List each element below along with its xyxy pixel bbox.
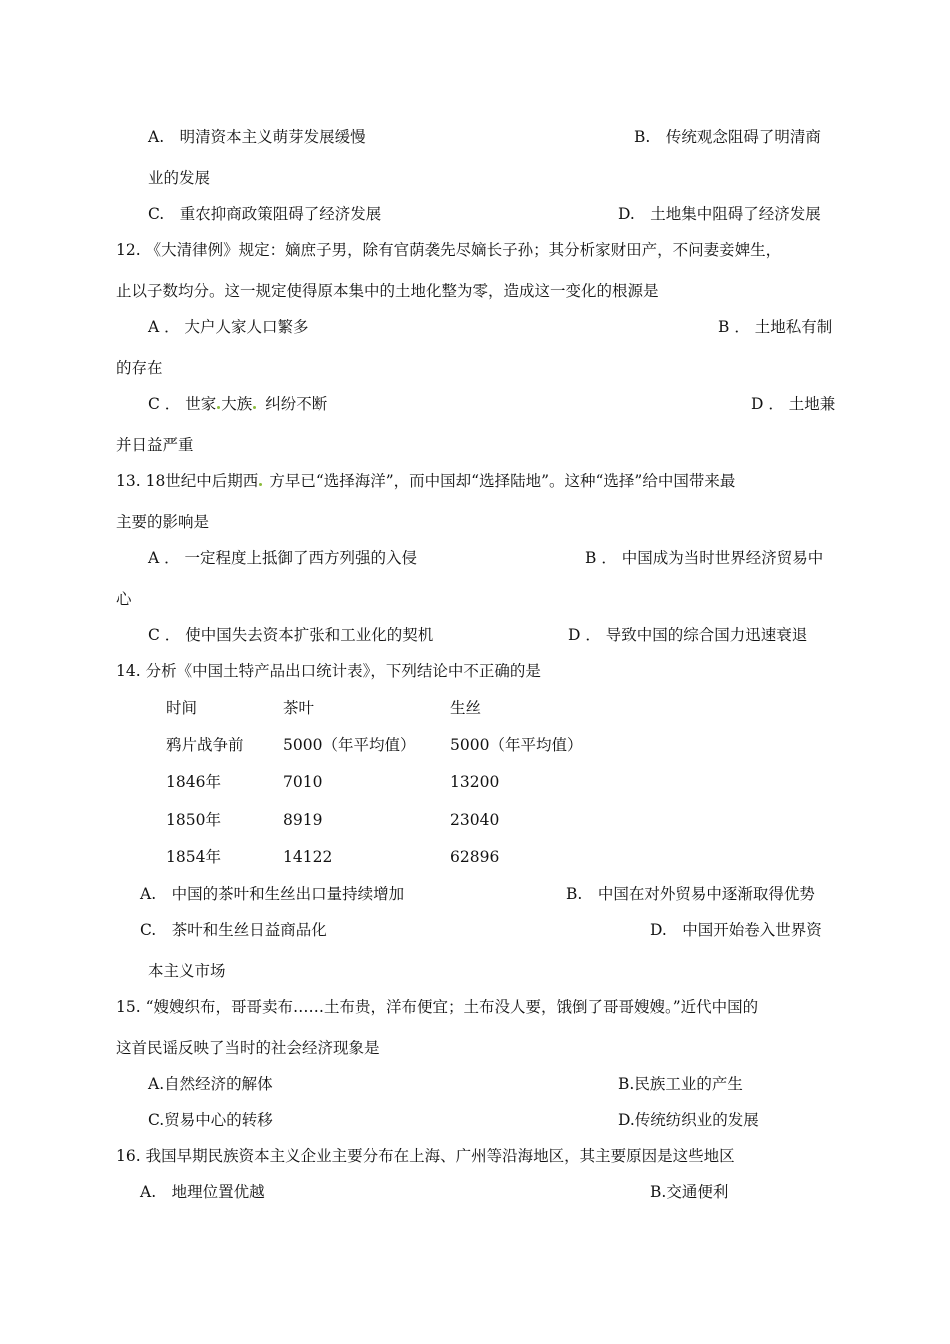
q12-option-a: A ． 大户人家人口繁多 (148, 318, 309, 336)
q13-option-b: B ． 中国成为当时世界经济贸易中 (585, 549, 824, 567)
q13-option-a: A ． 一定程度上抵御了西方列强的入侵 (148, 549, 418, 567)
q16-option-a: A. 地理位置优越 (140, 1183, 265, 1201)
q11-option-b: B. 传统观念阻碍了明清商 (634, 128, 821, 146)
q11-option-c: C. 重农抑商政策阻碍了经济发展 (148, 205, 382, 223)
table-header-tea: 茶叶 (283, 699, 315, 717)
q14-option-d: D. 中国开始卷入世界资 (650, 921, 822, 939)
q12-option-c-part3: 纠纷不断 (265, 395, 328, 413)
q12-option-d-cont: 并日益严重 (116, 436, 194, 454)
q16-stem: 16. 我国早期民族资本主义企业主要分布在上海、广州等沿海地区，其主要原因是这些地区 (116, 1147, 735, 1165)
q13-option-c: C ． 使中国失去资本扩张和工业化的契机 (148, 626, 434, 644)
q12-option-c-part1: C ． 世家 (148, 395, 217, 413)
q16-option-b: B.交通便利 (650, 1183, 729, 1201)
q12-option-b-cont: 的存在 (116, 359, 163, 377)
table-cell: 13200 (450, 773, 500, 791)
table-cell: 7010 (283, 773, 323, 791)
table-cell: 1854年 (166, 848, 221, 866)
q12-stem-line2: 止以子数均分。这一规定使得原本集中的土地化整为零，造成这一变化的根源是 (116, 282, 659, 300)
table-cell: 8919 (283, 811, 323, 829)
q15-option-b: B.民族工业的产生 (618, 1075, 743, 1093)
q12-option-c (148, 394, 327, 414)
q15-option-d: D.传统纺织业的发展 (618, 1111, 759, 1129)
green-dot-mark (217, 406, 220, 409)
q15-stem-line1: 15. “嫂嫂织布，哥哥卖布……土布贵，洋布便宜；土布没人要，饿倒了哥哥嫂嫂。”近代中国的 (116, 998, 759, 1016)
q14-option-b: B. 中国在对外贸易中逐渐取得优势 (566, 885, 815, 903)
green-dot-mark (253, 406, 256, 409)
q13-stem-part1: 13. 18世纪中后期西 (116, 472, 259, 490)
q12-option-c-part2: 大族 (221, 395, 253, 413)
q13-stem-line1 (116, 471, 735, 491)
q12-option-b: B ． 土地私有制 (718, 318, 833, 336)
table-cell: 14122 (283, 848, 333, 866)
table-cell: 鸦片战争前 (166, 736, 244, 754)
table-header-time: 时间 (166, 699, 198, 717)
q14-stem: 14. 分析《中国土特产品出口统计表》，下列结论中不正确的是 (116, 662, 541, 680)
table-cell: 5000（年平均值） (283, 736, 416, 754)
q12-stem-line1: 12. 《大清律例》规定：嫡庶子男，除有官荫袭先尽嫡长子孙；其分析家财田产，不问妻妾婢生， (116, 241, 782, 259)
q13-stem-line2: 主要的影响是 (116, 513, 210, 531)
q15-option-a: A.自然经济的解体 (148, 1075, 273, 1093)
q15-stem-line2: 这首民谣反映了当时的社会经济现象是 (116, 1039, 380, 1057)
q14-option-c: C. 茶叶和生丝日益商品化 (140, 921, 327, 939)
table-cell: 23040 (450, 811, 500, 829)
q11-option-a: A. 明清资本主义萌芽发展缓慢 (148, 128, 366, 146)
q15-option-c: C.贸易中心的转移 (148, 1111, 273, 1129)
q11-option-d: D. 土地集中阻碍了经济发展 (618, 205, 821, 223)
q11-option-b-cont: 业的发展 (148, 169, 211, 187)
table-cell: 1850年 (166, 811, 221, 829)
table-cell: 62896 (450, 848, 500, 866)
green-dot-mark (259, 483, 262, 486)
q12-option-d: D ． 土地兼 (751, 395, 836, 413)
q13-option-b-cont: 心 (116, 590, 132, 608)
q14-option-a: A. 中国的茶叶和生丝出口量持续增加 (140, 885, 405, 903)
table-header-silk: 生丝 (450, 699, 482, 717)
q13-stem-part2: 方早已“选择海洋”，而中国却“选择陆地”。这种“选择”给中国带来最 (269, 472, 736, 490)
q13-option-d: D ． 导致中国的综合国力迅速衰退 (568, 626, 808, 644)
q14-option-d-cont: 本主义市场 (148, 962, 226, 980)
table-cell: 5000（年平均值） (450, 736, 583, 754)
table-cell: 1846年 (166, 773, 221, 791)
